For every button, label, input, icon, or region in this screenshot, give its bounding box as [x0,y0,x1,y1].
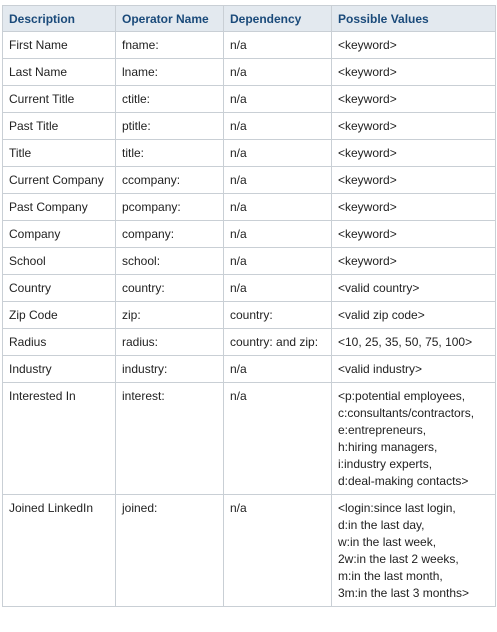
possible-value-line: <valid industry> [338,362,423,376]
possible-value-line: <p:potential employees, [338,389,466,403]
cell-dependency: n/a [224,167,332,194]
cell-possible-values [332,495,496,607]
table-row [3,113,496,140]
cell-possible-values [332,302,496,329]
cell-possible-values [332,167,496,194]
table-row [3,356,496,383]
cell-dependency: n/a [224,194,332,221]
cell-dependency: n/a [224,356,332,383]
possible-value-line: 3m:in the last 3 months> [338,586,470,600]
cell-dependency: n/a [224,221,332,248]
cell-possible-values [332,59,496,86]
cell-dependency: n/a [224,248,332,275]
possible-value-line: <keyword> [338,254,397,268]
cell-possible-values [332,194,496,221]
possible-value-line: <keyword> [338,146,397,160]
possible-value-line: <login:since last login, [338,501,456,515]
column-header-description: Description [3,6,116,32]
possible-value-line: i:industry experts, [338,457,433,471]
column-header-dependency: Dependency [224,6,332,32]
table-row [3,32,496,59]
possible-value-line: d:in the last day, [338,518,425,532]
cell-possible-values [332,248,496,275]
cell-dependency: n/a [224,275,332,302]
header-row [3,6,496,32]
cell-description: Past Title [3,113,116,140]
possible-value-line: m:in the last month, [338,569,443,583]
cell-dependency: country: and zip: [224,329,332,356]
possible-value-line: c:consultants/contractors, [338,406,475,420]
possible-value-line: <keyword> [338,92,397,106]
cell-dependency: n/a [224,495,332,607]
cell-operator-name: ctitle: [116,86,224,113]
table-row [3,140,496,167]
possible-value-line: <10, 25, 35, 50, 75, 100> [338,335,473,349]
cell-operator-name: ptitle: [116,113,224,140]
possible-value-line: <valid country> [338,281,420,295]
cell-description: First Name [3,32,116,59]
table-row [3,302,496,329]
table-row [3,383,496,495]
cell-possible-values [332,275,496,302]
cell-description: Company [3,221,116,248]
cell-description: Title [3,140,116,167]
possible-value-line: w:in the last week, [338,535,437,549]
table-row [3,248,496,275]
cell-description: Joined LinkedIn [3,495,116,607]
cell-operator-name: title: [116,140,224,167]
possible-value-line: <keyword> [338,227,397,241]
cell-possible-values [332,383,496,495]
cell-description: Interested In [3,383,116,495]
possible-value-line: <keyword> [338,173,397,187]
cell-possible-values [332,32,496,59]
cell-dependency: n/a [224,86,332,113]
possible-value-line: <keyword> [338,119,397,133]
possible-value-line: <keyword> [338,200,397,214]
cell-dependency: n/a [224,383,332,495]
cell-dependency: n/a [224,59,332,86]
possible-value-line: e:entrepreneurs, [338,423,427,437]
table-row [3,167,496,194]
cell-operator-name: lname: [116,59,224,86]
possible-value-line: <valid zip code> [338,308,425,322]
column-header-operator: Operator Name [116,6,224,32]
table-row [3,495,496,607]
cell-dependency: n/a [224,32,332,59]
cell-description: Radius [3,329,116,356]
table-row [3,86,496,113]
cell-description: Current Title [3,86,116,113]
cell-operator-name: pcompany: [116,194,224,221]
cell-description: Current Company [3,167,116,194]
cell-possible-values [332,113,496,140]
cell-possible-values [332,140,496,167]
cell-description: Past Company [3,194,116,221]
cell-description: School [3,248,116,275]
table-header [3,6,496,32]
cell-dependency: n/a [224,140,332,167]
cell-operator-name: radius: [116,329,224,356]
possible-value-line: <keyword> [338,65,397,79]
cell-operator-name: ccompany: [116,167,224,194]
cell-operator-name: fname: [116,32,224,59]
table-row [3,194,496,221]
cell-dependency: n/a [224,113,332,140]
cell-possible-values [332,329,496,356]
cell-possible-values [332,221,496,248]
cell-description: Industry [3,356,116,383]
possible-value-line: h:hiring managers, [338,440,438,454]
cell-description: Country [3,275,116,302]
cell-possible-values [332,86,496,113]
cell-operator-name: school: [116,248,224,275]
cell-operator-name: company: [116,221,224,248]
cell-operator-name: zip: [116,302,224,329]
table-row [3,329,496,356]
cell-operator-name: interest: [116,383,224,495]
table-row [3,221,496,248]
possible-value-line: d:deal-making contacts> [338,474,469,488]
cell-operator-name: joined: [116,495,224,607]
cell-dependency: country: [224,302,332,329]
column-header-values: Possible Values [332,6,496,32]
operators-table [2,5,496,607]
table-row [3,59,496,86]
cell-description: Zip Code [3,302,116,329]
cell-possible-values [332,356,496,383]
table-row [3,275,496,302]
possible-value-line: <keyword> [338,38,397,52]
cell-operator-name: industry: [116,356,224,383]
table-body [3,32,496,607]
possible-value-line: 2w:in the last 2 weeks, [338,552,459,566]
cell-description: Last Name [3,59,116,86]
cell-operator-name: country: [116,275,224,302]
